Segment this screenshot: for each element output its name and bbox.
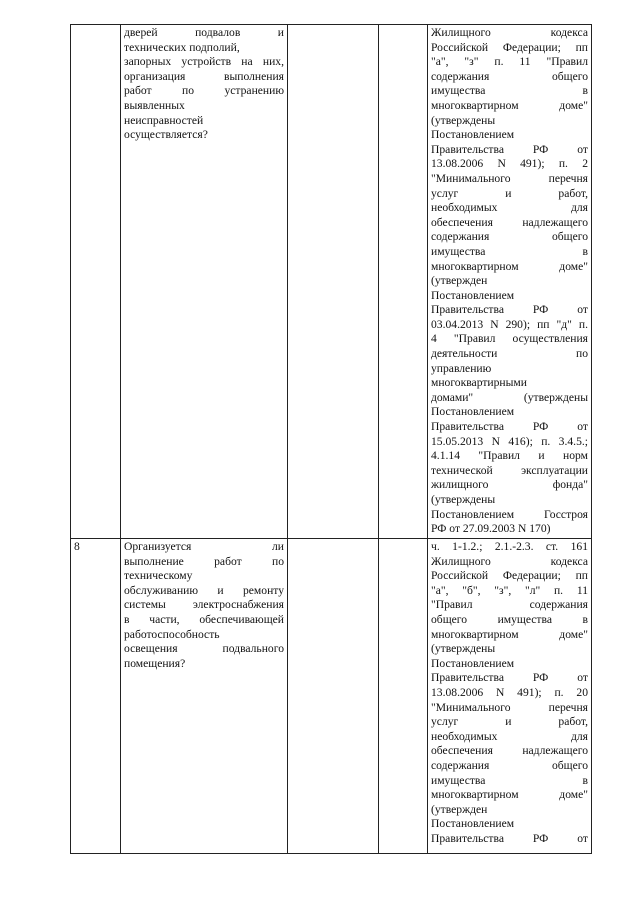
question-cell	[121, 539, 288, 854]
text-line: имущества в	[431, 84, 588, 98]
note-cell	[379, 25, 428, 539]
text-line: имущества в	[431, 773, 588, 787]
text-line: неисправностей	[124, 113, 204, 127]
text-line: Правительства РФ от	[431, 831, 588, 845]
text-line: "Минимального перечня	[431, 171, 588, 185]
text-line: (утвержден	[431, 802, 488, 816]
row-number-cell	[71, 25, 121, 539]
text-line: деятельности по	[431, 347, 588, 361]
text-line: техническому	[124, 569, 193, 583]
text-line: (утверждены	[431, 642, 496, 656]
text-line: (утвержден	[431, 274, 488, 288]
text-line: (утверждены	[431, 493, 496, 506]
text-line: осуществляется?	[124, 128, 208, 142]
table-row	[71, 539, 592, 854]
reference-cell	[428, 25, 592, 539]
text-line: многоквартирном доме"	[431, 788, 588, 802]
text-line: выявленных	[124, 98, 185, 112]
text-line: помещения?	[124, 656, 186, 670]
text-line: 13.08.2006 N 491); п. 20	[431, 685, 588, 699]
text-line: дверей подвалов и	[124, 26, 284, 39]
text-line: Постановлением	[431, 656, 515, 670]
text-line: многоквартирном доме"	[431, 627, 588, 641]
text-line: содержания общего	[431, 230, 588, 244]
text-line: многоквартирном доме"	[431, 259, 588, 273]
text-line: РФ от 27.09.2003 N 170)	[431, 522, 551, 536]
text-line: многоквартирными	[431, 376, 527, 390]
text-line: обеспечения надлежащего	[431, 215, 588, 229]
text-line: Постановлением	[431, 405, 515, 419]
row-number-cell: 8	[71, 539, 121, 854]
text-line: необходимых для	[431, 729, 588, 743]
text-line: организация выполнения	[124, 69, 284, 83]
text-line: технических подполий,	[124, 40, 240, 54]
answer-cell	[288, 25, 379, 539]
text-line: многоквартирном доме"	[431, 98, 588, 112]
answer-cell	[288, 539, 379, 854]
table-row	[71, 25, 592, 539]
text-line: (утверждены	[431, 113, 496, 127]
text-line: услуг и работ,	[431, 715, 588, 729]
text-line: Жилищного кодекса	[431, 554, 588, 568]
text-line: Организуется ли	[124, 540, 284, 553]
text-line: Правительства РФ от	[431, 420, 588, 434]
text-line: "Правил содержания	[431, 598, 588, 612]
text-line: "Минимального перечня	[431, 700, 588, 714]
text-line: содержания общего	[431, 758, 588, 772]
text-line: необходимых для	[431, 201, 588, 215]
text-line: Российской Федерации; пп	[431, 569, 588, 583]
text-line: управлению	[431, 361, 492, 375]
text-line: 4.1.14 "Правил и норм	[431, 449, 588, 463]
text-line: Постановлением	[431, 288, 515, 302]
text-line: выполнение работ по	[124, 554, 284, 568]
text-line: работоспособность	[124, 627, 220, 641]
text-line: общего имущества в	[431, 612, 588, 626]
text-line: 03.04.2013 N 290); пп "д" п.	[431, 317, 588, 331]
text-line: системы электроснабжения	[124, 598, 284, 612]
text-line: содержания общего	[431, 69, 588, 83]
text-line: Правительства РФ от	[431, 671, 588, 685]
text-line: Постановлением Госстроя	[431, 507, 588, 521]
text-line: жилищного фонда"	[431, 478, 588, 492]
text-line: Правительства РФ от	[431, 303, 588, 317]
text-line: обслуживанию и ремонту	[124, 583, 284, 597]
reference-cell	[428, 539, 592, 854]
text-line: ч. 1-1.2.; 2.1.-2.3. ст. 161	[431, 540, 588, 553]
text-line: Постановлением	[431, 817, 515, 831]
text-line: в части, обеспечивающей	[124, 612, 284, 626]
text-line: Российской Федерации; пп	[431, 40, 588, 54]
text-line: 15.05.2013 N 416); п. 3.4.5.;	[431, 434, 588, 448]
text-line: Жилищного кодекса	[431, 26, 588, 39]
text-line: "а", "б", "з", "л" п. 11	[431, 583, 588, 597]
checklist-table	[70, 24, 592, 854]
text-line: Постановлением	[431, 128, 515, 142]
text-line: освещения подвального	[124, 642, 284, 656]
text-line: "а", "з" п. 11 "Правил	[431, 55, 588, 69]
note-cell	[379, 539, 428, 854]
text-line: Правительства РФ от	[431, 142, 588, 156]
text-line: имущества в	[431, 244, 588, 258]
text-line: 13.08.2006 N 491); п. 2	[431, 157, 588, 171]
text-line: работ по устранению	[124, 84, 284, 98]
text-line: 4 "Правил осуществления	[431, 332, 588, 346]
question-cell	[121, 25, 288, 539]
text-line: услуг и работ,	[431, 186, 588, 200]
text-line: домами" (утверждены	[431, 390, 588, 404]
text-line: запорных устройств на них,	[124, 55, 284, 69]
text-line: обеспечения надлежащего	[431, 744, 588, 758]
text-line: технической эксплуатации	[431, 463, 588, 477]
